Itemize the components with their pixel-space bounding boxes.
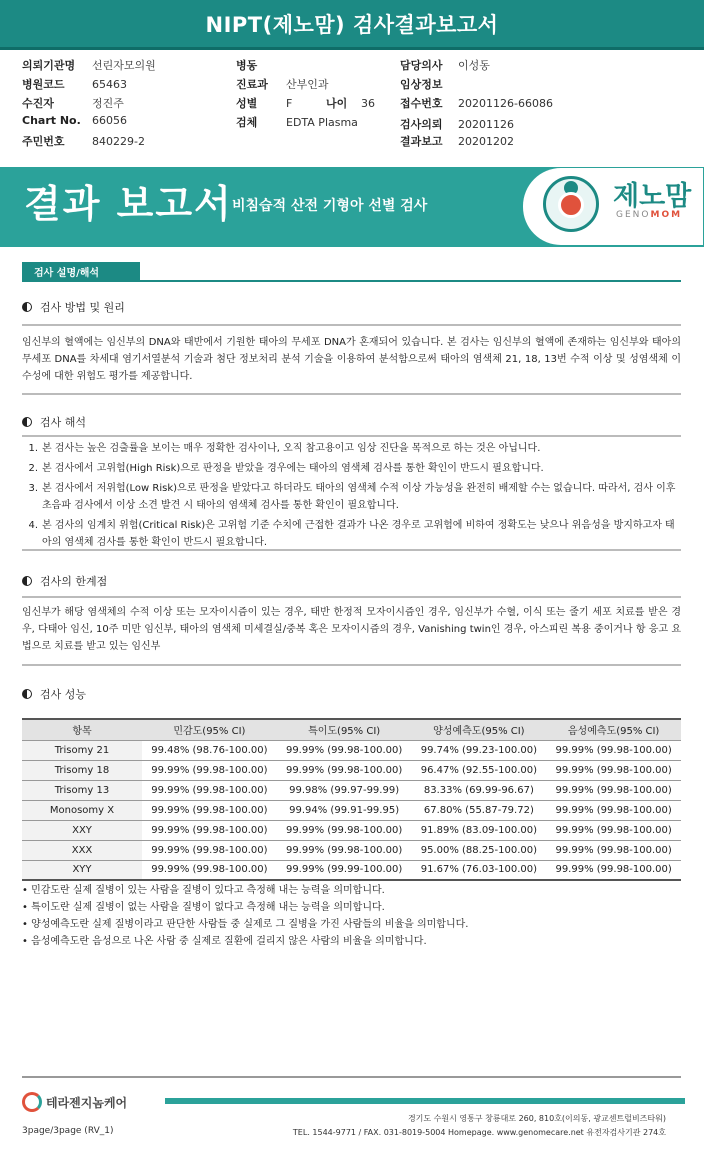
- section-tab: 검사 설명/해석: [22, 262, 140, 280]
- info-institution: 의뢰기관명 선린자모의원: [22, 59, 156, 72]
- info-specimen: 검체 EDTA Plasma: [236, 116, 358, 129]
- banner-title: 결과 보고서: [24, 182, 233, 226]
- footer-address: 경기도 수원시 영통구 창룡대로 260, 810호(이의동, 광교센트럴비즈타워) TEL. 1544-9771 / FAX. 031-8019-5004 Homepage. www.genomecare.net 유전자검사기관 274호: [292, 1114, 666, 1137]
- divider: [22, 393, 681, 395]
- info-clinical: 임상정보: [400, 78, 443, 91]
- company-logo: [22, 1092, 127, 1112]
- table-row: XXX 99.99% (99.98-100.00) 99.99% (99.98-100.00) 95.00% (88.25-100.00) 99.99% (99.98-100.00): [22, 840, 681, 860]
- patient-info: [22, 54, 682, 154]
- table-row: XXY 99.99% (99.98-100.00) 99.99% (99.98-100.00) 91.89% (83.09-100.00) 99.99% (99.98-100.00): [22, 820, 681, 840]
- table-row: Trisomy 13 99.99% (99.98-100.00) 99.98% (99.97-99.99) 83.33% (69.99-96.67) 99.99% (99.98-100.00): [22, 780, 681, 800]
- info-chart-no: Chart No. 66056: [22, 114, 127, 127]
- half-circle-icon: [22, 417, 32, 427]
- performance-heading: 검사 성능: [22, 686, 681, 702]
- info-sex: 성별 F: [236, 97, 293, 110]
- banner-subtitle: 비침습적 산전 기형아 선별 검사: [232, 198, 428, 214]
- table-header-row: [22, 719, 681, 740]
- info-resident-no: 주민번호 840229-2: [22, 135, 145, 148]
- divider: [22, 324, 681, 326]
- section-divider: [22, 280, 681, 282]
- info-hospital-code: 병원코드 65463: [22, 78, 127, 91]
- info-reception-no: 접수번호 20201126-66086: [400, 97, 553, 110]
- column-header: 양성예측도(95% CI): [412, 719, 547, 740]
- logo-english: GENOMOM: [616, 210, 683, 220]
- table-row: Monosomy X 99.99% (99.98-100.00) 99.94% (99.91-99.95) 67.80% (55.87-79.72) 99.99% (99.98-100.00): [22, 800, 681, 820]
- half-circle-icon: [22, 302, 32, 312]
- column-header: 항목: [22, 719, 142, 740]
- list-item: 2. 본 검사에서 고위험(High Risk)으로 판정을 받았을 경우에는 태아의 염색체 검사를 통한 확인이 반드시 필요합니다.: [28, 463, 544, 474]
- half-circle-icon: [22, 689, 32, 699]
- list-item: 3. 본 검사에서 저위험(Low Risk)으로 판정을 받았다고 하더라도 태아의 염색체 수적 이상 가능성을 완전히 배제할 수는 없습니다. 따라서, 검사 이후 초음파 검사에서 이상 소견 발견 시 태아의 염색체 검사를 통한 확인이 필요합니다.: [28, 483, 676, 511]
- method-heading: 검사 방법 및 원리: [22, 299, 681, 315]
- note-item: • 음성예측도란 음성으로 나온 사람 중 실제로 질환에 걸리지 않은 사람의 비율을 의미합니다.: [22, 936, 427, 947]
- note-item: • 민감도란 실제 질병이 있는 사람을 질병이 있다고 측정해 내는 능력을 의미합니다.: [22, 885, 385, 896]
- table-row: Trisomy 18 99.99% (99.98-100.00) 99.99% (99.98-100.00) 96.47% (92.55-100.00) 99.99% (99.98-100.00): [22, 760, 681, 780]
- info-department: 진료과 산부인과: [236, 78, 329, 91]
- info-age: 나이 36: [326, 97, 375, 110]
- info-ward: 병동: [236, 59, 258, 72]
- company-name: 테라젠지놈케어: [46, 1095, 128, 1110]
- note-item: • 특이도란 실제 질병이 없는 사람을 질병이 없다고 측정해 내는 능력을 의미합니다.: [22, 902, 385, 913]
- info-request-date: 검사의뢰 20201126: [400, 118, 514, 131]
- list-item: 1. 본 검사는 높은 검출률을 보이는 매우 정확한 검사이나, 오직 참고용이고 임상 진단을 목적으로 하는 것은 아닙니다.: [28, 443, 541, 454]
- limits-heading: 검사의 한계점: [22, 573, 681, 589]
- table-row: Trisomy 21 99.48% (98.76-100.00) 99.99% (99.98-100.00) 99.74% (99.23-100.00) 99.99% (99.98-100.00): [22, 740, 681, 760]
- table-row: XYY 99.99% (99.98-100.00) 99.99% (99.99-100.00) 91.67% (76.03-100.00) 99.99% (99.98-100.00): [22, 860, 681, 880]
- footer-divider: [22, 1076, 681, 1078]
- report-header: [0, 0, 704, 50]
- method-text: 임신부의 혈액에는 임신부의 DNA와 태반에서 기원한 태아의 무세포 DNA가 혼재되어 있습니다. 본 검사는 임신부의 혈액에 존재하는 임신부와 태아의 무세포 DNA를 차세대 염기서열분석 기술과 첨단 정보처리 분석 기술을 이용하여 분석함으로써 태아의 염색체 21, 18, 13번 수적 이상 및 성염색체 이수성에 대한 위험도 평가를 제공합니다.: [22, 337, 681, 382]
- page-number: 3page/3page (RV_1): [22, 1126, 114, 1136]
- half-circle-icon: [22, 576, 32, 586]
- info-report-date: 결과보고 20201202: [400, 135, 514, 148]
- mother-baby-icon: [543, 176, 599, 232]
- info-patient: 수진자 정진주: [22, 97, 124, 110]
- interpret-heading: 검사 해석: [22, 414, 681, 430]
- column-header: 특이도(95% CI): [277, 719, 412, 740]
- divider: [22, 549, 681, 551]
- performance-notes: [22, 882, 681, 950]
- column-header: 음성예측도(95% CI): [546, 719, 681, 740]
- footer-accent-bar: [165, 1098, 685, 1104]
- divider: [22, 596, 681, 598]
- limits-text: 임신부가 해당 염색체의 수적 이상 또는 모자이시즘이 있는 경우, 태반 한정적 모자이시즘인 경우, 임신부가 수혈, 이식 또는 줄기 세포 치료를 받은 경우, 다태아 임신, 10주 미만 임신부, 태아의 염색체 미세결실/중복 혹은 모자이시즘의 경우, Vanishing twin인 경우, 아스피린 복용 중이거나 항 응고 요법으로 치료를 받고 있는 임신부: [22, 607, 681, 652]
- logo-name: 제노맘: [613, 181, 692, 212]
- company-logo-icon: [22, 1092, 42, 1112]
- list-item: 4. 본 검사의 임계치 위험(Critical Risk)은 고위험 기준 수치에 근접한 결과가 나온 경우로 고위험에 비하여 정확도는 낮으나 위음성을 방지하고자 태아의 염색체 검사를 통한 확인이 반드시 필요합니다.: [28, 520, 675, 548]
- genomom-logo: [523, 168, 703, 245]
- report-title: NIPT(제노맘) 검사결과보고서: [205, 12, 499, 37]
- divider: [22, 664, 681, 666]
- performance-table: [22, 718, 681, 881]
- column-header: 민감도(95% CI): [142, 719, 277, 740]
- note-item: • 양성예측도란 실제 질병이라고 판단한 사람들 중 실제로 그 질병을 가진 사람들의 비율을 의미합니다.: [22, 919, 469, 930]
- interpret-list: [22, 440, 681, 554]
- divider: [22, 435, 681, 437]
- info-doctor: 담당의사 이성동: [400, 59, 490, 72]
